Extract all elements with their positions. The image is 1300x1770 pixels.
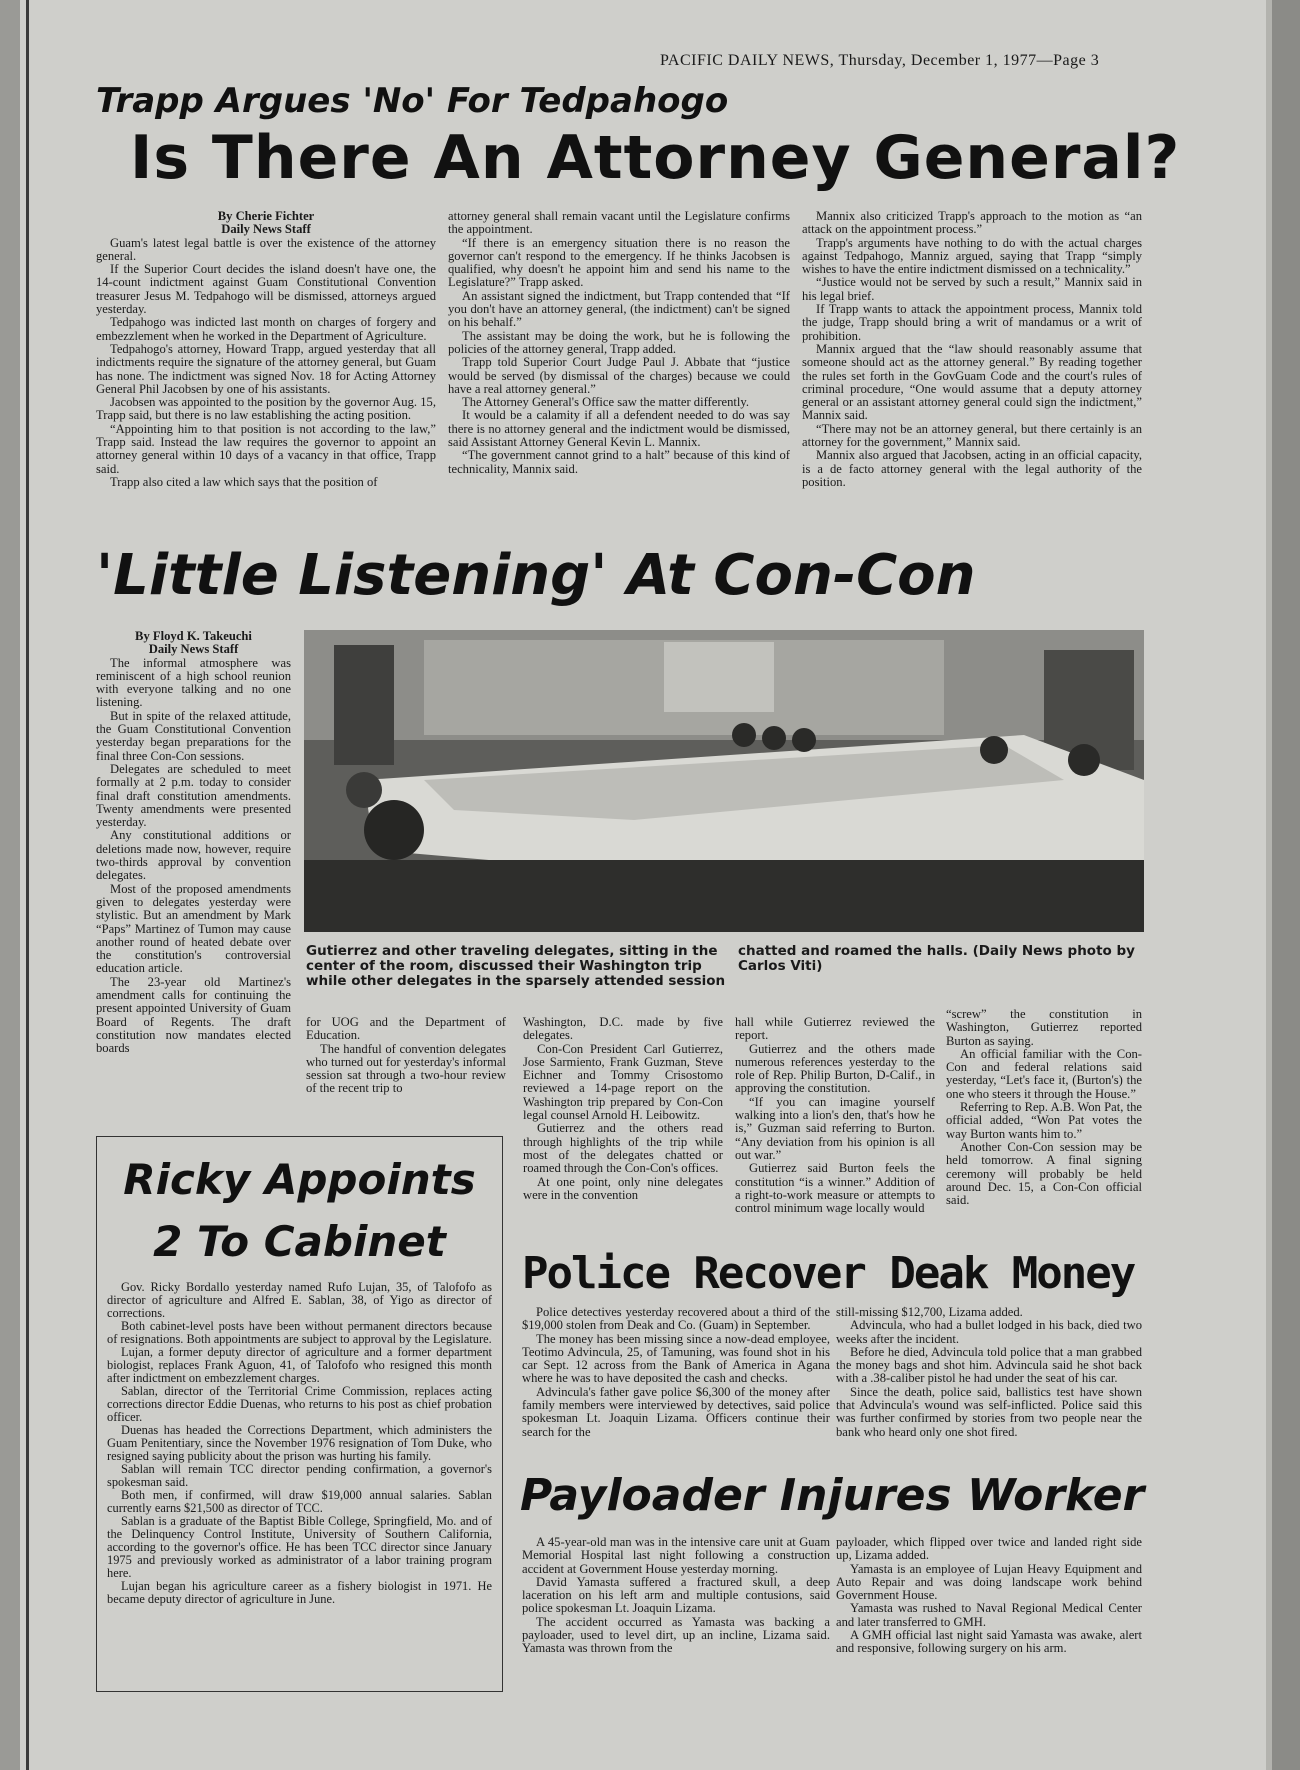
convention-photo-image: [304, 630, 1144, 932]
paragraph: Advincula's father gave police $6,300 of the money after family members were interviewed by detectives, said police spokesman Lt. Joaquin Lizama. Officers continue their search for the: [522, 1384, 830, 1439]
paragraph: Yamasta was rushed to Naval Regional Medical Center and later transferred to GMH.: [836, 1601, 1142, 1629]
paragraph: Delegates are scheduled to meet formally at 2 p.m. today to consider final draft constitution amendments. Twenty amendments were presented yesterday.: [96, 761, 291, 830]
paragraph: Gov. Ricky Bordallo yesterday named Rufo Lujan, 35, of Talofofo as director of agriculture and Alfred E. Sablan, 38, of Yigo as director of corrections.: [107, 1281, 492, 1320]
paragraph: Mannix also argued that Jacobsen, acting in an official capacity, is a de facto attorney general with the legal authority of the position.: [802, 448, 1142, 489]
paragraph: Sablan is a graduate of the Baptist Bible College, Springfield, Mo. and of the Delinquency Control Institute, University of Southern California, according to the governor's office. He has been TCC director since January 1975 and previously worked as administrator of a labor training program here.: [107, 1514, 492, 1580]
paragraph: Tedpahogo's attorney, Howard Trapp, argued yesterday that all indictments require the signature of the attorney general, but Guam has none. The indictment was signed Nov. 18 for Acting Attorney General Phil Jacobsen by one of his assistants.: [96, 341, 436, 396]
story1-column-2: [448, 210, 790, 530]
paragraph: Most of the proposed amendments given to delegates yesterday were stylistic. But an amendment by Mark “Paps” Martinez of Tumon may cause another round of heated debate over the constitution's controversial education article.: [96, 881, 291, 976]
story1-kicker: Trapp Argues 'No' For Tedpahogo: [96, 81, 729, 121]
paragraph: Sablan will remain TCC director pending confirmation, a governor's spokesman said.: [107, 1462, 492, 1489]
story2-column-2: [306, 1016, 506, 1120]
story1-column-3: [802, 210, 1142, 530]
page-folio: PACIFIC DAILY NEWS, Thursday, December 1, 1977—Page 3: [660, 52, 1100, 69]
story5-headline: Payloader Injures Worker: [520, 1470, 1145, 1521]
paragraph: The accident occurred as Yamasta was backing a payloader, used to level dirt, up an incline, Lizama said. Yamasta was thrown from the: [522, 1614, 830, 1656]
paragraph: An official familiar with the Con-Con and federal relations said yesterday, “Let's face it, (Burton's) the one who steers it through the House.”: [946, 1046, 1142, 1101]
story5-column-1: [522, 1536, 830, 1686]
paragraph: But in spite of the relaxed attitude, the Guam Constitutional Convention yesterday began preparations for the final three Con-Con sessions.: [96, 708, 291, 763]
fold-line: [26, 0, 29, 1770]
story4-headline: Police Recover Deak Money: [522, 1248, 1135, 1299]
paragraph: Both cabinet-level posts have been without permanent directors because of resignations. Both appointments are subject to approval by the Legislature.: [107, 1319, 492, 1346]
paragraph: for UOG and the Department of Education.: [306, 1016, 506, 1043]
paragraph: payloader, which flipped over twice and landed right side up, Lizama added.: [836, 1536, 1142, 1563]
paragraph: Trapp told Superior Court Judge Paul J. Abbate that “justice would be served (by dismissal of the charges) because we could have a real attorney general.”: [448, 355, 790, 396]
paragraph: “The government cannot grind to a halt” because of this kind of technicality, Mannix said.: [448, 448, 790, 476]
paragraph: Referring to Rep. A.B. Won Pat, the official added, “Won Pat votes the way Burton wants him to.”: [946, 1100, 1142, 1141]
paragraph: It would be a calamity if all a defendent needed to do was say there is no attorney general and the indictment would be dismissed, said Assistant Attorney General Kevin L. Mannix.: [448, 408, 790, 450]
paragraph: Both men, if confirmed, will draw $19,000 annual salaries. Sablan currently earns $21,500 as director of TCC.: [107, 1488, 492, 1515]
paragraph: Since the death, police said, ballistics test have shown that Advincula's wound was self-inflicted. Police said this was further confirmed by stories from two people near the bank who heard only one shot fired.: [836, 1384, 1142, 1439]
story1-headline: Is There An Attorney General?: [130, 123, 1181, 193]
story2-headline: 'Little Listening' At Con-Con: [96, 543, 976, 608]
paragraph: Trapp's arguments have nothing to do with the actual charges against Tedpahogo, Manniz argued, saying that Trapp “simply wishes to have the entire indictment dismissed on a technicality.”: [802, 235, 1142, 277]
page-margin-left: [0, 0, 20, 1770]
paragraph: Lujan began his agriculture career as a fishery biologist in 1971. He became deputy director of agriculture in June.: [107, 1579, 492, 1606]
story4-column-2: [836, 1306, 1142, 1456]
story1-column-1: [96, 210, 436, 530]
story2-byline-name: By Floyd K. Takeuchi: [135, 630, 252, 643]
paragraph: Gutierrez said Burton feels the constitution “is a winner.” Addition of a right-to-work measure or attempts to control minimum wage locally would: [735, 1161, 935, 1216]
paragraph: If Trapp wants to attack the appointment process, Mannix told the judge, Trapp should bring a writ of mandamus or a writ of prohibition.: [802, 302, 1142, 343]
story1-byline-staff: Daily News Staff: [221, 222, 311, 237]
story3-box: [96, 1136, 503, 1692]
paragraph: Before he died, Advincula told police that a man grabbed the money bags and shot him. Advincula said he shot back with a .38-caliber pistol he had under the seat of his car.: [836, 1344, 1142, 1386]
paragraph: An assistant signed the indictment, but Trapp contended that “If you don't have an attorney general, (the indictment) can't be signed on his behalf.”: [448, 288, 790, 330]
story3-headline-line1: Ricky Appoints: [123, 1155, 476, 1204]
paragraph: Mannix also criticized Trapp's approach to the motion as “an attack on the appointment process.”: [802, 210, 1142, 237]
paragraph: The Attorney General's Office saw the matter differently.: [462, 395, 750, 410]
paragraph: Another Con-Con session may be held tomorrow. A final signing ceremony will probably be held around Dec. 15, a Con-Con official said.: [946, 1139, 1142, 1208]
story4-column-1: [522, 1306, 830, 1456]
paragraph: David Yamasta suffered a fractured skull, a deep laceration on his left arm and multiple contusions, said police spokesman Lt. Joaquin Lizama.: [522, 1574, 830, 1616]
paragraph: Sablan, director of the Territorial Crime Commission, replaces acting corrections director Eddie Duenas, who returns to his post as chief probation officer.: [107, 1384, 492, 1424]
paragraph: Guam's latest legal battle is over the existence of the attorney general.: [96, 235, 436, 263]
paragraph: Advincula, who had a bullet lodged in his back, died two weeks after the incident.: [836, 1318, 1142, 1346]
paragraph: The handful of convention delegates who turned out for yesterday's informal session sat through a two-hour review of the recent trip to: [306, 1041, 506, 1096]
paragraph: “There may not be an attorney general, but there certainly is an attorney for the government,” Mannix said.: [802, 421, 1142, 450]
paragraph: A 45-year-old man was in the intensive care unit at Guam Memorial Hospital last night following a construction accident at Government House yesterday morning.: [522, 1536, 830, 1576]
paragraph: Jacobsen was appointed to the position by the governor Aug. 15, Trapp said, but there is no law establishing the acting position.: [96, 395, 436, 423]
story5-column-2: [836, 1536, 1142, 1686]
paragraph: Trapp also cited a law which says that the position of: [110, 474, 378, 489]
paragraph: Gutierrez and the others made numerous references yesterday to the role of Rep. Philip Burton, D-Calif., in approving the constitution.: [735, 1041, 935, 1096]
paragraph: The 23-year old Martinez's amendment calls for continuing the present appointed University of Guam Board of Regents. The draft constitution now mandates elected boards: [96, 974, 291, 1056]
story1-byline-name: By Cherie Fichter: [217, 210, 315, 223]
paragraph: The money has been missing since a now-dead employee, Teotimo Advincula, 25, of Tamuning, was found shot in his car Sept. 12 across from the Bank of America in Agana where he was to have deposited the cash and checks.: [522, 1331, 830, 1386]
paragraph: If the Superior Court decides the island doesn't have one, the 14-count indictment against Guam Constitutional Convention treasurer Jesus M. Tedpahogo will be dismissed, attorneys argued yesterday.: [96, 262, 436, 317]
paragraph: attorney general shall remain vacant until the Legislature confirms the appointment.: [448, 210, 790, 237]
paragraph: hall while Gutierrez reviewed the report.: [735, 1016, 935, 1043]
paragraph: Police detectives yesterday recovered about a third of the $19,000 stolen from Deak and Co. (Guam) in September.: [522, 1306, 830, 1333]
paragraph: “If there is an emergency situation there is no reason the governor can't respond to the emergency. If he thinks Jacobsen is qualified, why doesn't he appoint him and send his name to the Legislature?” Trapp asked.: [448, 235, 790, 290]
photo-caption-left: Gutierrez and other traveling delegates, sitting in the center of the room, discussed their Washington trip while other delegates in the sparsely attended session: [306, 943, 726, 989]
paragraph: Duenas has headed the Corrections Department, which administers the Guam Penitentiary, since the November 1976 resignation of Tom Duke, who resigned saying publicity about the prison was hurting his family.: [107, 1423, 492, 1463]
paragraph: Washington, D.C. made by five delegates.: [523, 1016, 723, 1043]
story2-column-3: [523, 1016, 723, 1248]
paragraph: Yamasta is an employee of Lujan Heavy Equipment and Auto Repair and was doing landscape work behind Government House.: [836, 1561, 1142, 1603]
paragraph: still-missing $12,700, Lizama added.: [836, 1306, 1023, 1319]
paragraph: Any constitutional additions or deletions made now, however, require two-thirds approval by convention delegates.: [96, 828, 291, 883]
story3-body: [107, 1281, 492, 1685]
story3-headline-line2: 2 To Cabinet: [153, 1217, 446, 1266]
paragraph: The informal atmosphere was reminiscent of a high school reunion with everyone talking and no one listening.: [96, 655, 291, 710]
paragraph: Con-Con President Carl Gutierrez, Jose Sarmiento, Frank Guzman, Steve Eichner and Tommy Crisostomo reviewed a 14-page report on the Washington trip prepared by Con-Con legal counsel Arnold H. Leibowitz.: [523, 1041, 723, 1123]
paragraph: Mannix argued that the “law should reasonably assume that someone should act as the attorney general.” By reading together the rules set forth in the GovGuam Code and the court's rules of criminal procedure, “One would assume that a deputy attorney general or an assistant attorney general could sign the indictment,” Mannix said.: [802, 341, 1142, 423]
story2-column-1: [96, 630, 291, 1120]
paragraph: At one point, only nine delegates were in the convention: [523, 1174, 723, 1202]
paragraph: “Justice would not be served by such a result,” Mannix said in his legal brief.: [802, 275, 1142, 303]
paragraph: Gutierrez and the others read through highlights of the trip while most of the delegates chatted or roamed through the Con-Con's offices.: [523, 1121, 723, 1176]
convention-photo: [304, 630, 1144, 932]
story2-column-4: [735, 1016, 935, 1248]
paragraph: The assistant may be doing the work, but he is following the policies of the attorney general, Trapp added.: [448, 328, 790, 356]
paragraph: Lujan, a former deputy director of agriculture and a former department biologist, replaces Frank Aguon, 41, of Talofofo who resigned this month after indictment on embezzlement charges.: [107, 1345, 492, 1385]
paragraph: “screw” the constitution in Washington, Gutierrez reported Burton as saying.: [946, 1008, 1142, 1048]
paragraph: “If you can imagine yourself walking into a lion's den, that's how he is,” Guzman said referring to Burton. “Any deviation from his opinion is all out war.”: [735, 1094, 935, 1162]
story2-column-5: [946, 1008, 1142, 1248]
story2-byline-staff: Daily News Staff: [148, 642, 239, 657]
paragraph: “Appointing him to that position is not according to the law,” Trapp said. Instead the law requires the governor to appoint an attorney general within 10 days of a vacancy in that office, Trapp said.: [96, 421, 436, 476]
photo-caption-right: chatted and roamed the halls. (Daily News photo by Carlos Viti): [738, 943, 1135, 974]
paragraph: Tedpahogo was indicted last month on charges of forgery and embezzlement when he worked in the Department of Agriculture.: [96, 315, 436, 343]
page-margin-right: [1272, 0, 1300, 1770]
paragraph: A GMH official last night said Yamasta was awake, alert and responsive, following surgery on his arm.: [836, 1628, 1142, 1656]
